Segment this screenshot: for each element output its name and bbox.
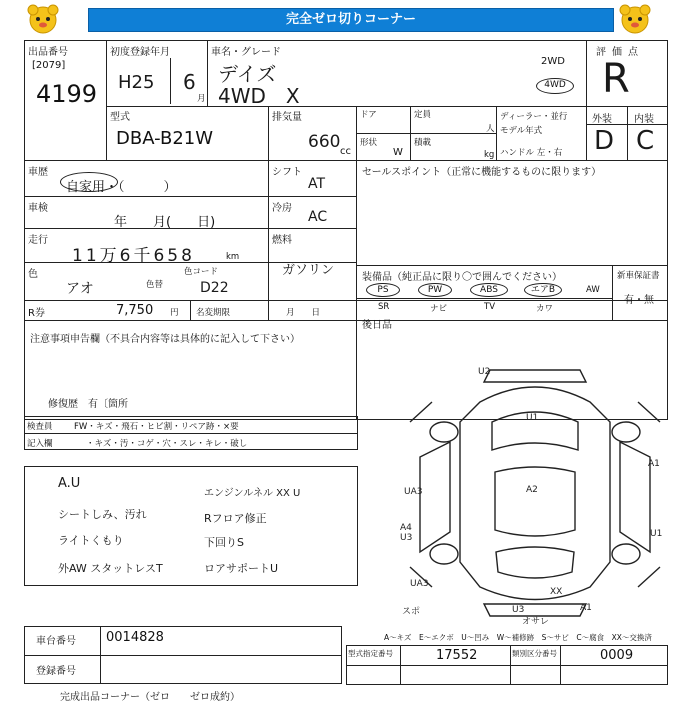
class-label: 類別区分番号 (512, 649, 557, 658)
color-change-label: 色替 (146, 280, 164, 290)
mark-xx: XX (550, 587, 563, 597)
drive-2wd: 2WD (541, 56, 565, 67)
exterior-label: 外装 (592, 114, 612, 125)
hand-right-3: 下回りS (204, 536, 244, 549)
hand-left-3: ライトくもり (58, 534, 124, 547)
lot-number: 4199 (36, 80, 98, 108)
hand-right-2: Rフロア修正 (204, 512, 267, 525)
shift-value: AT (308, 176, 326, 192)
interior-label: 内装 (634, 114, 654, 125)
exterior-value: D (594, 126, 615, 156)
color-code-label: 色コード (184, 267, 219, 277)
interior-value: C (636, 126, 655, 156)
shape-label: 形状 (360, 138, 378, 148)
mark-a2: A2 (526, 485, 538, 495)
reg-month-unit: 月 (197, 94, 206, 104)
drive-4wd-circled: 4WD (536, 78, 574, 94)
new-car-warranty-label: 新車保証書 (617, 271, 660, 281)
private-use-circle (60, 172, 118, 192)
reg-label: 初度登録年月 (110, 47, 170, 58)
damage-legend: A～キズ E～エクボ U～凹み W～補修跡 S～サビ C～腐食 XX～交換済 (384, 633, 652, 642)
bottom-corner-text: 完成出品コーナー（ゼロ ゼロ成約） (60, 692, 240, 703)
capacity-unit: 人 (486, 124, 495, 134)
mark-supo: スポ (402, 607, 421, 617)
after-items-label: 後日品 (362, 320, 392, 331)
mark-a1-bottom: A1 (580, 603, 592, 613)
mileage-label: 走行 (28, 235, 48, 246)
inspection-label: 車検 (28, 203, 48, 214)
hand-left-1: A.U (58, 476, 81, 491)
class-value: 0009 (600, 648, 634, 663)
equip-pw: PW (418, 283, 452, 297)
hand-left-4: 外AW スタットレスT (58, 562, 163, 575)
shift-label: シフト (272, 167, 302, 178)
equip-tv: TV (484, 302, 496, 312)
dealer-label: ディーラー・並行 (500, 112, 568, 122)
recycle-label: R券 (28, 308, 45, 319)
history-label: 車歴 (28, 167, 48, 178)
color-code-value: D22 (200, 280, 229, 296)
mark-ua3-bottom: UA3 (410, 579, 429, 589)
capacity-label: 定員 (414, 110, 432, 120)
hand-left-2: シートしみ、汚れ (58, 508, 147, 521)
equip-leather: カワ (536, 304, 554, 314)
reg-era-year: H25 (118, 72, 155, 93)
reg-month: 6 (183, 70, 196, 94)
corner-banner: 完全ゼロ切りコーナー (88, 8, 614, 32)
equip-navi: ナビ (430, 304, 448, 314)
meigi-value: 月 日 (286, 308, 321, 318)
sales-point-label: セールスポイント（正常に機能するものに限ります） (362, 167, 602, 178)
type-label: 型式 (110, 112, 130, 123)
grade-label: 評価点 (596, 47, 644, 58)
mascot-icon-right (618, 2, 652, 36)
model-name: デイズ (218, 62, 277, 86)
inspector-label-1: 検査員 (27, 422, 53, 432)
disp-value: 660 (308, 132, 341, 152)
mileage-value: 11万6千658 (72, 246, 195, 266)
color-value: アオ (66, 281, 94, 297)
model-label: 車名・グレード (211, 47, 281, 58)
mascot-icon-left (26, 2, 60, 36)
equipment-label: 装備品（純正品に限り〇で囲んでください） (362, 272, 562, 283)
hand-right-4: ロアサポートU (204, 562, 279, 575)
color-label: 色 (28, 269, 38, 280)
mark-ua3-left: UA3 (404, 487, 423, 497)
lot-sub: [2079] (32, 60, 66, 71)
car-damage-diagram (400, 362, 670, 624)
disp-label: 排気量 (272, 112, 302, 123)
type-value: DBA-B21W (116, 128, 214, 149)
mark-u1-right: U1 (650, 529, 663, 539)
mark-oshare: オサレ (522, 617, 549, 624)
equip-aw: AW (586, 285, 600, 295)
fuel-label: 燃料 (272, 235, 292, 246)
history-value: 自家用・（ ） (66, 180, 177, 195)
ident-value: 17552 (436, 648, 478, 663)
grade-value: R (602, 56, 630, 102)
shape-value: W (393, 147, 403, 158)
mileage-unit: km (226, 252, 240, 262)
ac-value: AC (308, 209, 328, 225)
disp-unit: cc (340, 146, 351, 157)
load-unit: kg (484, 150, 495, 160)
mark-a4: A4 (400, 523, 412, 533)
fuel-value: ガソリン (282, 263, 335, 278)
ac-label: 冷房 (272, 203, 292, 214)
inspector-label-2: 記入欄 (27, 439, 53, 449)
frame-number-value: 0014828 (106, 630, 164, 645)
repair-label: 修復歴 有〔箇所 (48, 399, 128, 410)
ident-label: 型式指定番号 (348, 649, 393, 658)
inspector-line-2: ・キズ・汚・コゲ・穴・スレ・キレ・破し (86, 439, 248, 449)
registration-number-label: 登録番号 (36, 666, 76, 677)
recycle-unit: 円 (170, 308, 179, 318)
lot-label: 出品番号 (28, 47, 68, 58)
frame-number-label: 車台番号 (36, 636, 76, 647)
new-car-warranty-value: 有・無 (624, 295, 654, 306)
equip-abs: ABS (470, 283, 508, 297)
model-year-label: モデル年式 (500, 126, 543, 136)
hand-right-1: エンジンルネル XX U (204, 488, 301, 499)
door-label: ドア (360, 110, 377, 120)
meigi-label: 名変期限 (196, 308, 231, 318)
mark-u3-left: U3 (400, 533, 413, 543)
recycle-value: 7,750 (116, 303, 154, 318)
inspector-line-1: FW・キズ・飛石・ヒビ割・リペア跡・×要 (74, 422, 239, 432)
notes-label: 注意事項申告欄（不具合内容等は具体的に記入して下さい） (30, 334, 300, 345)
mark-u2: U2 (478, 367, 491, 377)
equip-ps: PS (366, 283, 400, 297)
load-label: 積載 (414, 138, 432, 148)
mark-u1-top: U1 (526, 413, 539, 423)
equip-sr: SR (378, 302, 390, 312)
inspection-value: 年 月( 日) (114, 215, 216, 230)
mark-u3-bottom: U3 (512, 605, 525, 615)
mark-a1-right: A1 (648, 459, 660, 469)
handle-label: ハンドル 左・右 (500, 148, 563, 158)
model-grade: 4WD X (218, 84, 300, 108)
equip-airbag: エアB (524, 283, 562, 297)
